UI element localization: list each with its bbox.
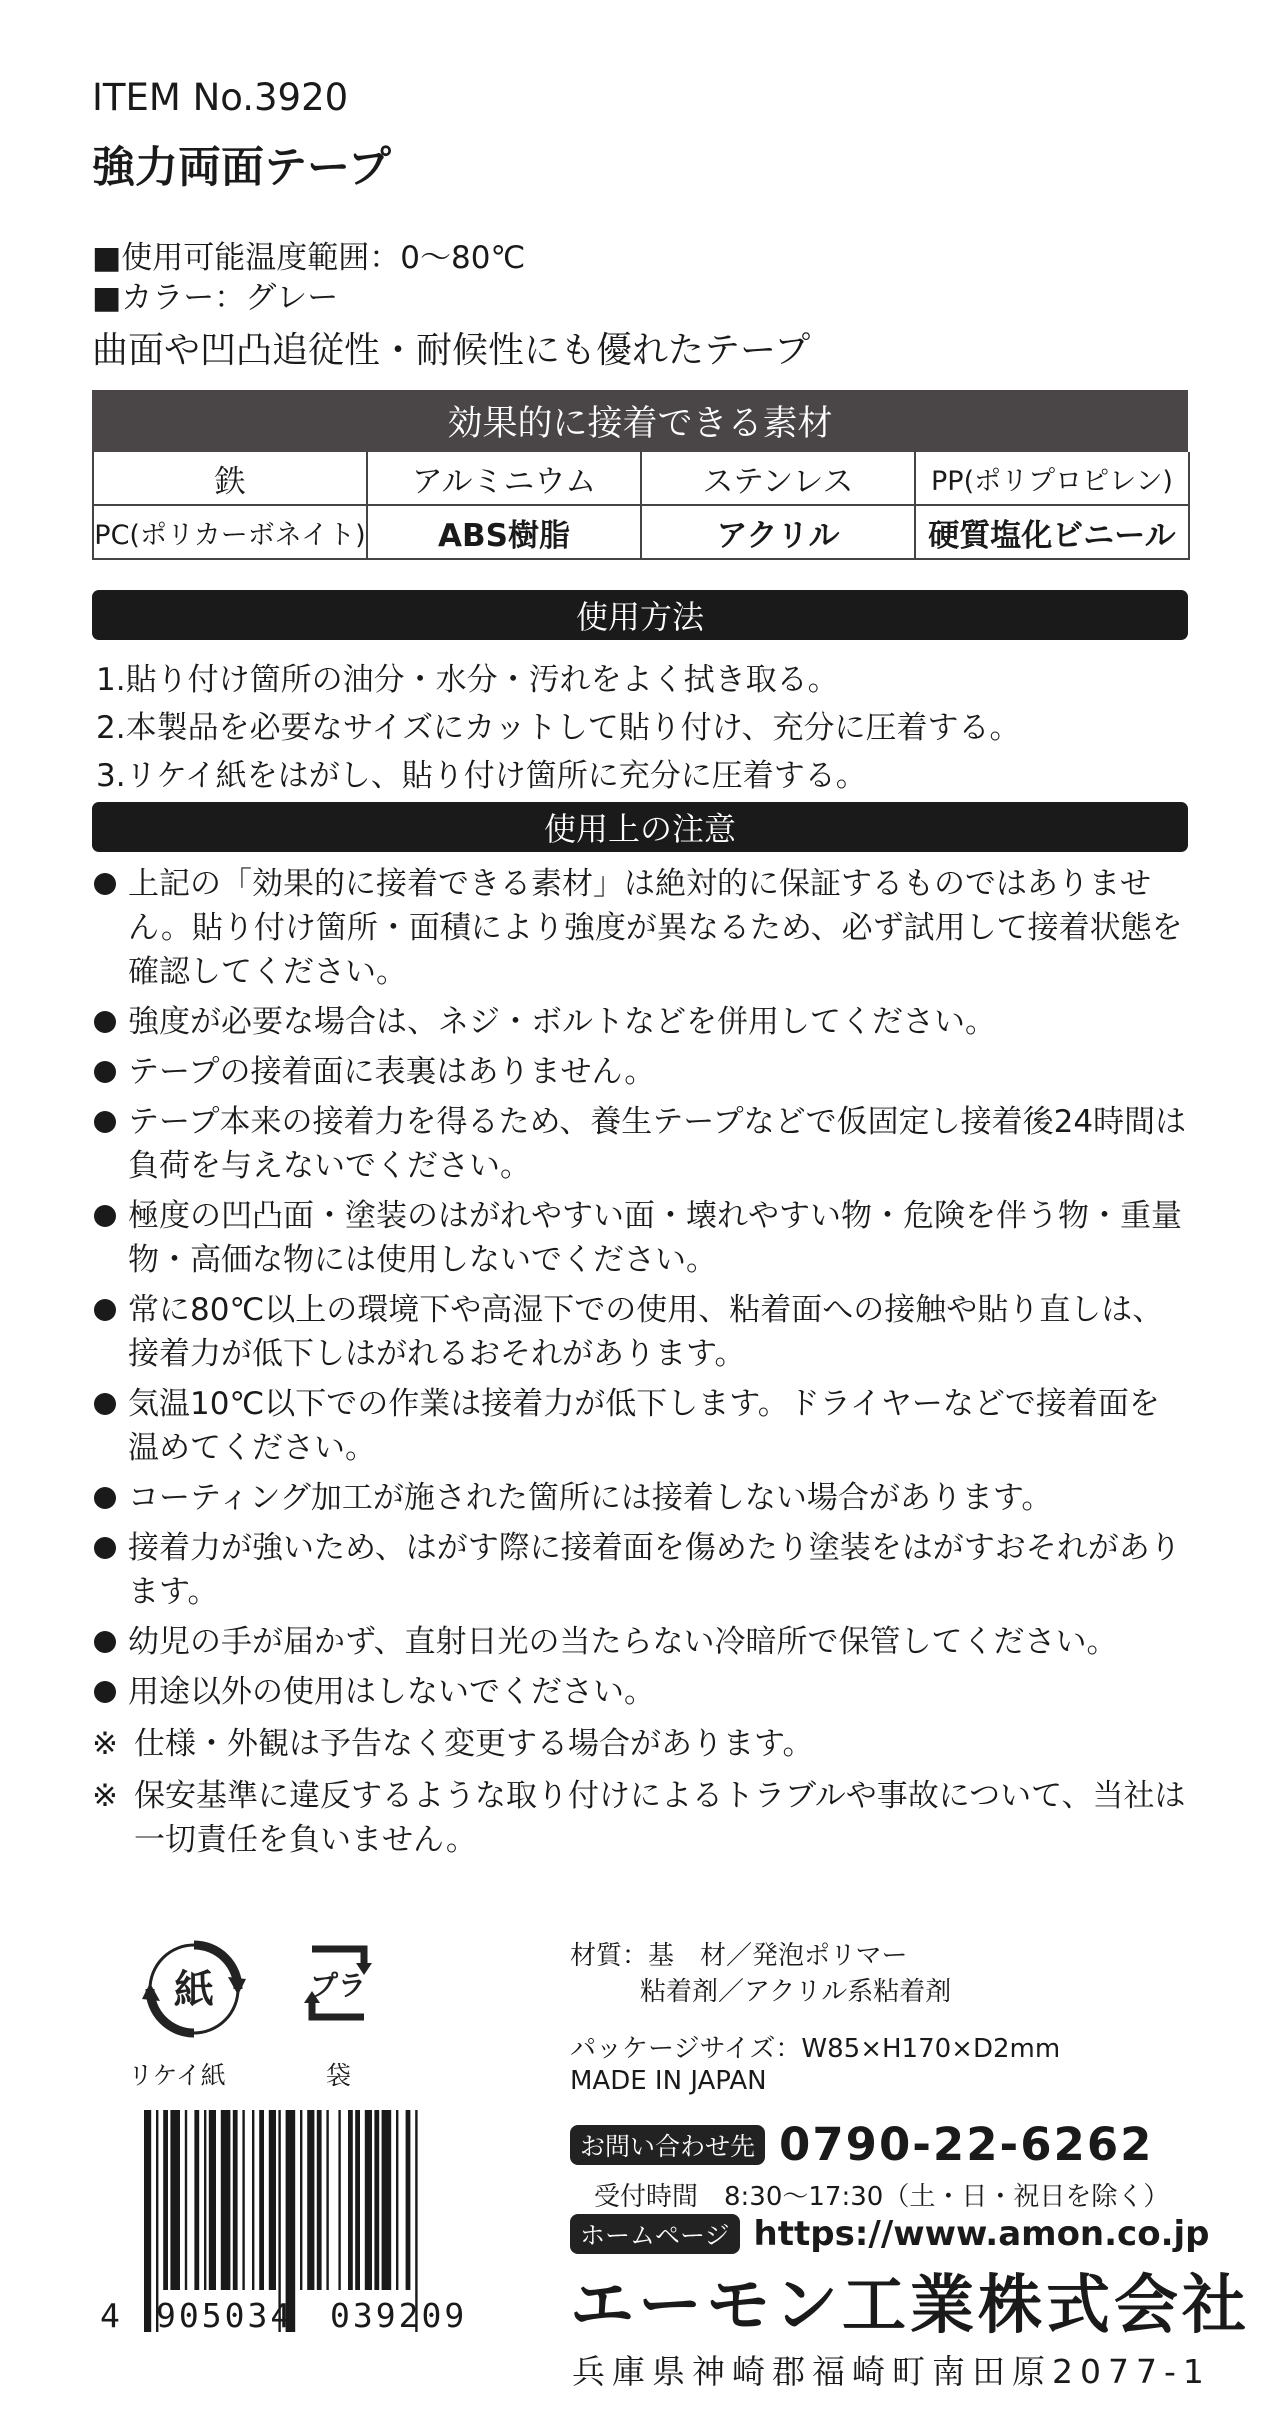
note-mark: ※ (92, 1778, 118, 1814)
caution-item: 強度が必要な場合は、ネジ・ボルトなどを併用してください。 (92, 1000, 1202, 1044)
caution-item: 極度の凹凸面・塗装のはがれやすい面・壊れやすい物・危険を伴う物・重量物・高価な物には使用しないでください。 (92, 1194, 1202, 1282)
bullet-icon (94, 873, 116, 895)
business-hours: 受付時間 8:30～17:30（土・日・祝日を除く） (594, 2182, 1170, 2212)
barcode-first-digit: 4 (100, 2296, 123, 2335)
inquiry-label: お問い合わせ先 (570, 2125, 765, 2165)
plastic-symbol-text: プラ (309, 1969, 367, 2002)
material-info-adhesive: 粘着剤／アクリル系粘着剤 (640, 1977, 952, 2007)
barcode-bar (163, 2110, 168, 2290)
caution-item: 幼児の手が届かず、直射日光の当たらない冷暗所で保管してください。 (92, 1620, 1202, 1664)
caution-item: 用途以外の使用はしないでください。 (92, 1670, 1202, 1714)
company-address: 兵庫県神崎郡福崎町南田原2077-1 (572, 2352, 1211, 2391)
caution-item: コーティング加工が施された箇所には接着しない場合があります。 (92, 1476, 1202, 1520)
materials-row (92, 452, 1190, 506)
plastic-recycle-label: 袋 (326, 2061, 352, 2090)
barcode-bar (204, 2110, 206, 2290)
paper-symbol-text: 紙 (174, 1967, 214, 2013)
material-cell: アルミニウム (368, 452, 642, 506)
bullet-icon (94, 1011, 116, 1033)
material-cell: PP(ポリプロピレン) (916, 452, 1190, 506)
bullet-icon (94, 1537, 116, 1559)
caution-item: 常に80℃以上の環境下や高湿下での使用、粘着面への接触や貼り直しは、接着力が低下しはがれるおそれがあります。 (92, 1288, 1202, 1376)
cautions-list (92, 862, 1202, 1720)
barcode-bar (242, 2110, 244, 2290)
inquiry-row (570, 2118, 1153, 2171)
bullet-icon (94, 1487, 116, 1509)
caution-item: テープ本来の接着力を得るため、養生テープなどで仮固定し接着後24時間は負荷を与えないでください。 (92, 1100, 1202, 1188)
barcode-bar (300, 2110, 302, 2290)
materials-row (92, 506, 1190, 560)
barcode-bar (194, 2110, 199, 2290)
barcode-bar (317, 2110, 322, 2290)
material-cell: ABS樹脂 (368, 506, 642, 560)
barcode-group-left: 905034 (156, 2296, 294, 2335)
note-mark: ※ (92, 1726, 118, 1762)
caution-item: 接着力が強いため、はがす際に接着面を傷めたり塗装をはがすおそれがあります。 (92, 1526, 1202, 1614)
barcode-bar (252, 2110, 254, 2290)
bullet-icon (94, 1631, 116, 1653)
item-number: ITEM No.3920 (92, 76, 349, 119)
homepage-url[interactable]: https://www.amon.co.jp (753, 2214, 1210, 2254)
caution-item: テープの接着面に表裏はありません。 (92, 1050, 1202, 1094)
barcode-bar (348, 2110, 353, 2290)
barcode-bar (307, 2110, 314, 2290)
barcode-bar (170, 2110, 180, 2290)
material-info-base: 材質：基 材／発泡ポリマー (570, 1941, 908, 1971)
phone-number: 0790-22-6262 (779, 2118, 1154, 2171)
note-item (92, 1722, 1202, 1766)
material-cell: アクリル (642, 506, 916, 560)
note-text: 保安基準に違反するような取り付けによるトラブルや事故について、当社は一切責任を負いません。 (134, 1778, 1186, 1858)
paper-recycle-icon (140, 1935, 248, 2043)
barcode-bar (338, 2110, 340, 2290)
note-item (92, 1774, 1202, 1862)
usage-step: 3.リケイ紙をはがし、貼り付け箇所に充分に圧着する。 (96, 758, 867, 794)
barcode-group-right: 039209 (330, 2296, 468, 2335)
paper-recycle-label: リケイ紙 (128, 2061, 226, 2090)
product-title: 強力両面テープ (92, 143, 391, 193)
barcode-bar (396, 2110, 398, 2290)
caution-item: 上記の「効果的に接着できる素材」は絶対的に保証するものではありません。貼り付け箇所・面積により強度が異なるため、必ず試用して接着状態を確認してください。 (92, 862, 1202, 994)
material-cell: PC(ポリカーボネイト) (94, 506, 368, 560)
bullet-icon (94, 1111, 116, 1133)
usage-step: 2.本製品を必要なサイズにカットして貼り付け、充分に圧着する。 (96, 710, 1021, 746)
spec-temperature: ■使用可能温度範囲：0～80℃ (92, 240, 526, 276)
barcode-bar (233, 2110, 238, 2290)
material-cell: ステンレス (642, 452, 916, 506)
tagline: 曲面や凹凸追従性・耐候性にも優れたテープ (92, 330, 811, 371)
barcode-bar (355, 2110, 360, 2290)
barcode-bar (326, 2110, 328, 2290)
homepage-row (570, 2214, 1209, 2254)
barcode-bar (185, 2110, 187, 2290)
barcode-bar (382, 2110, 392, 2290)
material-cell: 鉄 (94, 452, 368, 506)
barcode-bar (406, 2110, 411, 2290)
barcode-bar (144, 2110, 151, 2332)
barcode-bar (259, 2110, 264, 2290)
usage-heading: 使用方法 (92, 590, 1188, 640)
bullet-icon (94, 1299, 116, 1321)
homepage-label: ホームページ (570, 2214, 740, 2254)
barcode-bar (209, 2110, 216, 2290)
materials-table (92, 390, 1188, 560)
barcode-bar (374, 2110, 379, 2290)
plastic-recycle-icon (290, 1935, 386, 2031)
barcode-bar (269, 2110, 276, 2290)
bullet-icon (94, 1681, 116, 1703)
caution-item: 気温10℃以下での作業は接着力が低下します。ドライヤーなどで接着面を温めてください。 (92, 1382, 1202, 1470)
bullet-icon (94, 1205, 116, 1227)
material-cell: 硬質塩化ビニール (916, 506, 1190, 560)
cautions-heading: 使用上の注意 (92, 802, 1188, 852)
bullet-icon (94, 1393, 116, 1415)
barcode-bar (221, 2110, 231, 2290)
company-name: エーモン工業株式会社 (570, 2269, 1250, 2343)
made-in: MADE IN JAPAN (570, 2066, 767, 2096)
package-size: パッケージサイズ：W85×H170×D2mm (570, 2034, 1061, 2064)
materials-heading: 効果的に接着できる素材 (92, 390, 1188, 452)
barcode-bar (365, 2110, 372, 2290)
note-text: 仕様・外観は予告なく変更する場合があります。 (134, 1726, 814, 1762)
usage-step: 1.貼り付け箇所の油分・水分・汚れをよく拭き取る。 (96, 662, 839, 698)
bullet-icon (94, 1061, 116, 1083)
spec-color: ■カラー：グレー (92, 280, 339, 316)
